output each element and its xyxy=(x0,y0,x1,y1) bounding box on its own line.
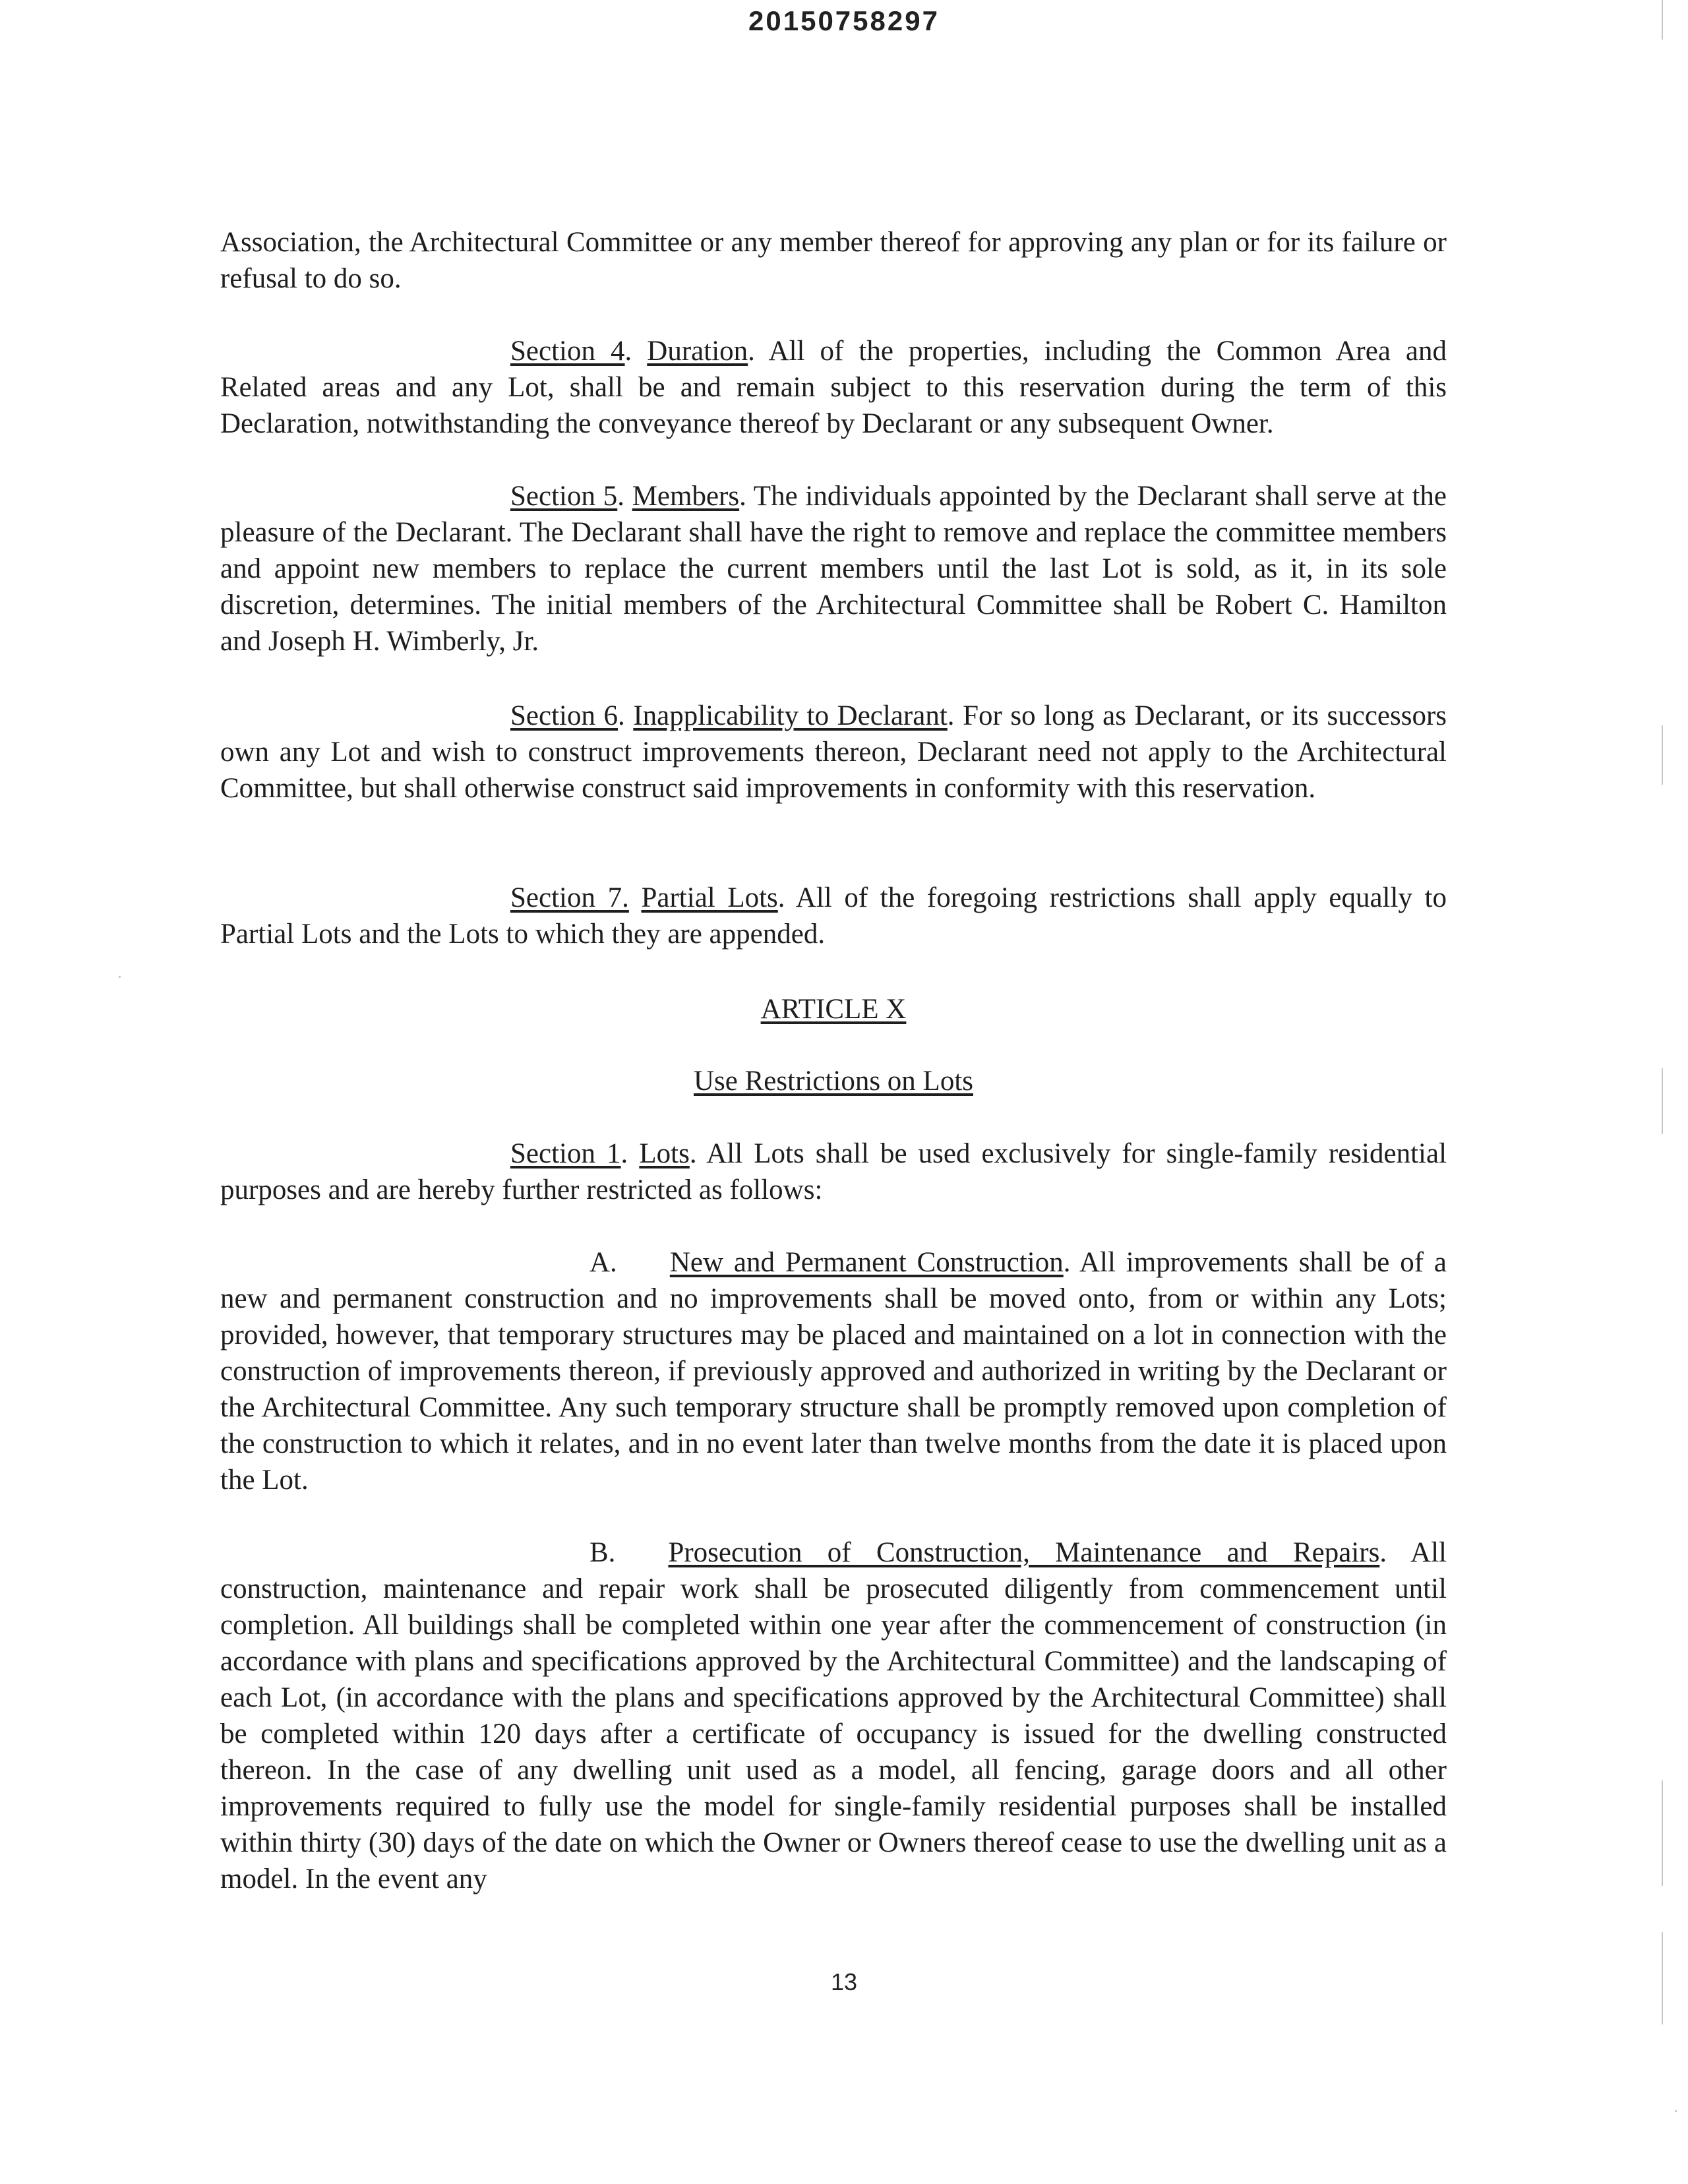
article-title xyxy=(220,1063,1447,1099)
article-section-1-text: All Lots shall be used exclusively for single-family residential purposes and are hereby further restricted as follows: xyxy=(220,1138,1447,1205)
section-6-paragraph: Section 6. Inapplicability to Declarant. For so long as Declarant, or its successors own any Lot and wish to construct improvements thereon, Declarant need not apply to the Architectural Committee, but shall otherwise construct said improvements in conformity with this reservation. xyxy=(220,700,1447,804)
article-section-1-paragraph: Section 1. Lots. All Lots shall be used exclusively for single-family residential purposes and are hereby further restricted as follows: xyxy=(220,1138,1447,1205)
scan-edge-mark xyxy=(1662,1780,1663,1886)
subsection-a-paragraph: A. New and Permanent Construction. All improvements shall be of a new and permanent construction and no improvements shall be moved onto, from or within any Lots; provided, however, that temporary structures may be placed and maintained on a lot in connection with the construction of improvements thereon, if previously approved and authorized in writing by the Declarant or the Architectural Committee. Any such temporary structure shall be promptly removed upon completion of the construction to which it relates, and in no event later than twelve months from the date it is placed upon the Lot. xyxy=(220,1247,1447,1496)
section-6-text: For so long as Declarant, or its successors own any Lot and wish to construct improvements thereon, Declarant need not apply to the Architectural Committee, but shall otherwise construct said improvements in conformity with this reservation. xyxy=(220,700,1447,804)
scan-speck xyxy=(1675,2110,1677,2112)
section-6-number: Section 6 xyxy=(510,700,618,731)
section-7-number: Section 7. xyxy=(510,882,629,913)
section-4-paragraph: Section 4. Duration. All of the properties, including the Common Area and Related areas and any Lot, shall be and remain subject to this reservation during the term of this Declaration, notwithstanding the conveyance thereof by Declarant or any subsequent Owner. xyxy=(220,336,1447,439)
subsection-b-letter: B. xyxy=(589,1537,616,1568)
page-number: 13 xyxy=(830,1968,858,1995)
section-7-title: Partial Lots xyxy=(641,882,778,913)
section-5-paragraph: Section 5. Members. The individuals appointed by the Declarant shall serve at the pleasure of the Declarant. The Declarant shall have the right to remove and replace the committee members and appoint new members to replace the current members until the last Lot is sold, as it, in its sole discretion, determines. The initial members of the Architectural Committee shall be Robert C. Hamilton and Joseph H. Wimberly, Jr. xyxy=(220,481,1447,657)
subsection-b-paragraph: B. Prosecution of Construction, Maintenance and Repairs. All construction, maintenance and repair work shall be prosecuted diligently from commencement until completion. All buildings shall be completed within one year after the commencement of construction (in accordance with plans and specifications approved by the Architectural Committee) and the landscaping of each Lot, (in accordance with the plans and specifications approved by the Architectural Committee) shall be completed within 120 days after a certificate of occupancy is issued for the dwelling constructed thereon. In the case of any dwelling unit used as a model, all fencing, garage doors and all other improvements required to fully use the model for single-family residential purposes shall be installed within thirty (30) days of the date on which the Owner or Owners thereof cease to use the dwelling unit as a model. In the event any xyxy=(220,1537,1447,1895)
section-4-text: All of the properties, including the Common Area and Related areas and any Lot, shall be and remain subject to this reservation during the term of this Declaration, notwithstanding the conveyance thereof by Declarant or any subsequent Owner. xyxy=(220,336,1447,439)
document-number: 20150758297 xyxy=(748,5,940,36)
scan-speck xyxy=(119,976,121,978)
subsection-a-letter: A. xyxy=(589,1247,617,1278)
scan-edge-mark xyxy=(1662,725,1663,785)
article-section-1-number: Section 1 xyxy=(510,1138,621,1169)
section-5-text: The individuals appointed by the Declarant shall serve at the pleasure of the Declarant. The Declarant shall have the right to remove and replace the committee members and appoint new members to replace the current members until the last Lot is sold, as it, in its sole discretion, determines. The initial members of the Architectural Committee shall be Robert C. Hamilton and Joseph H. Wimberly, Jr. xyxy=(220,481,1447,657)
article-section-1-title: Lots xyxy=(639,1138,690,1169)
section-5-title: Members xyxy=(632,481,740,512)
section-7-text: All of the foregoing restrictions shall apply equally to Partial Lots and the Lots to which they are appended. xyxy=(220,882,1447,950)
section-4-title: Duration xyxy=(647,336,748,367)
section-4-number: Section 4 xyxy=(510,336,625,367)
scan-edge-mark xyxy=(1662,1068,1663,1134)
subsection-b-text: All construction, maintenance and repair work shall be prosecuted diligently from commencement until completion. All buildings shall be completed within one year after the commencement of construction (in accordance with plans and specifications approved by the Architectural Committee) and the landscaping of each Lot, (in accordance with the plans and specifications approved by the Architectural Committee) shall be completed within 120 days after a certificate of occupancy is issued for the dwelling constructed thereon. In the case of any dwelling unit used as a model, all fencing, garage doors and all other improvements required to fully use the model for single-family residential purposes shall be installed within thirty (30) days of the date on which the Owner or Owners thereof cease to use the dwelling unit as a model. In the event any xyxy=(220,1537,1447,1895)
section-7-paragraph: Section 7. Partial Lots. All of the foregoing restrictions shall apply equally to Partial Lots and the Lots to which they are appended. xyxy=(220,882,1447,950)
section-5-number: Section 5 xyxy=(510,481,618,512)
scan-edge-mark xyxy=(1662,1932,1663,2024)
paragraph-continuation xyxy=(220,224,1447,297)
article-title-text: Use Restrictions on Lots xyxy=(694,1066,973,1097)
article-heading xyxy=(220,991,1447,1027)
scan-edge-mark xyxy=(1662,0,1663,40)
subsection-b-title: Prosecution of Construction, Maintenance and Repairs xyxy=(668,1537,1380,1568)
paragraph-text: Association, the Architectural Committee or any member thereof for approving any plan or for its failure or refusal to do so. xyxy=(220,227,1447,294)
subsection-a-title: New and Permanent Construction xyxy=(669,1247,1064,1278)
section-6-title: Inapplicability to Declarant xyxy=(633,700,948,731)
subsection-a-text: All improvements shall be of a new and permanent construction and no improvements shall be moved onto, from or within any Lots; provided, however, that temporary structures may be placed and maintained on a lot in connection with the construction of improvements thereon, if previously approved and authorized in writing by the Declarant or the Architectural Committee. Any such temporary structure shall be promptly removed upon completion of the construction to which it relates, and in no event later than twelve months from the date it is placed upon the Lot. xyxy=(220,1247,1447,1496)
article-number: ARTICLE X xyxy=(760,994,907,1025)
